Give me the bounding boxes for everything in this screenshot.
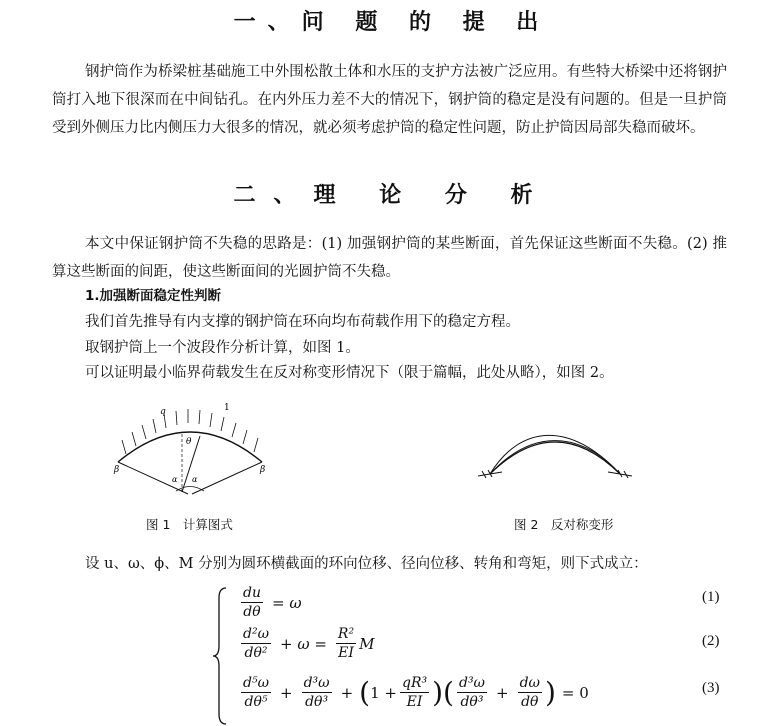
paragraph-problem: 钢护筒作为桥梁桩基础施工中外围松散土体和水压的支护方法被广泛应用。有些特大桥梁中还将钢护筒打入地下很深而在中间钻孔。在内外压力差不大的情况下，钢护筒的稳定是没有问题的。但是一旦护筒受到外侧压力比内侧压力大很多的情况，就必须考虑护筒的稳定性问题，防止护筒因局部失稳而破坏。 — [52, 64, 727, 136]
subheading-stability: 1.加强断面稳定性判断 — [85, 288, 222, 304]
figure-1-caption: 图 1 计算图式 — [146, 517, 233, 532]
eq2-denominator: dθ² — [244, 645, 268, 661]
eq3-rhs: = 0 — [561, 683, 589, 702]
equation-2 — [238, 625, 374, 662]
equation-1 — [238, 584, 308, 621]
eq3-term4-num: dω — [519, 675, 540, 691]
section-title-analysis: 二、理 论 分 析 — [233, 183, 551, 208]
eq1-denominator: dθ — [243, 604, 261, 620]
eq3-q-num: qR³ — [401, 675, 428, 691]
equation-2-number: (2) — [702, 633, 720, 649]
fig1-label-q: q — [160, 407, 166, 417]
eq2-denominator-2: EI — [338, 645, 354, 661]
eq3-term1-num: d⁵ω — [243, 675, 269, 691]
section-title-problem: 一、问 题 的 提 出 — [233, 10, 551, 35]
figure-1-diagram — [100, 392, 280, 502]
eq3-term1-den: dθ⁵ — [244, 694, 268, 710]
eq1-rhs: = ω — [271, 593, 302, 612]
eq2-mid: + ω = — [280, 634, 327, 653]
text-line-1: 我们首先推导有内支撑的钢护筒在环向均布荷载作用下的稳定方程。 — [85, 314, 520, 330]
fig1-label-alpha-left: α — [172, 475, 178, 484]
figure-2-diagram — [470, 430, 645, 500]
text-line-3: 可以证明最小临界荷载发生在反对称变形情况下（限于篇幅，此处从略），如图 2。 — [85, 365, 614, 381]
equation-1-number: (1) — [702, 589, 720, 605]
fig1-label-1: 1 — [224, 403, 230, 413]
equation-3: $\frac{\text{d⁵ω}}{\text{dθ⁵}}$ + $\frac{\text{d³ω}}{\text{dθ³}}$ + ( 1 + $\frac{\text{qR³}}{EI}$ ) ( $\frac{\text{d³ω}}{\text{dθ³}}$ + $\frac{d\omega}{d\theta}$ ) = 0 — [243, 675, 589, 710]
fig1-label-alpha-right: α — [192, 475, 198, 484]
eq2-numerator-2: R² — [337, 626, 355, 642]
figure-2-caption: 图 2 反对称变形 — [514, 517, 614, 532]
eq2-tail: M — [359, 634, 375, 653]
equation-intro: 设 u、ω、ϕ、M 分别为圆环横截面的环向位移、径向位移、转角和弯矩，则下式成立： — [85, 556, 648, 572]
text-line-2: 取钢护筒上一个波段作分析计算，如图 1。 — [85, 340, 360, 356]
eq3-term3-num: d³ω — [458, 675, 485, 691]
eq3-q-den: EI — [406, 694, 423, 710]
paragraph-approach: 本文中保证钢护筒不失稳的思路是：(1) 加强钢护筒的某些断面，首先保证这些断面不失稳。(2) 推算这些断面的间距，使这些断面间的光圆护筒不失稳。 — [52, 236, 727, 280]
eq3-term3-den: dθ³ — [460, 694, 484, 710]
eq3-term2-den: dθ³ — [305, 694, 329, 710]
fig1-label-beta-right: β — [260, 465, 266, 475]
fig1-label-theta: θ — [186, 437, 192, 447]
eq3-term4-den: dθ — [521, 694, 539, 710]
eq2-numerator: d²ω — [243, 626, 269, 642]
equation-3-number: (3) — [702, 680, 720, 696]
eq3-term2-num: d³ω — [303, 675, 330, 691]
fig1-label-beta-left: β — [114, 465, 120, 475]
equation-brace — [210, 586, 230, 726]
eq3-inner: 1 + — [370, 683, 397, 702]
eq1-numerator: du — [243, 585, 261, 601]
